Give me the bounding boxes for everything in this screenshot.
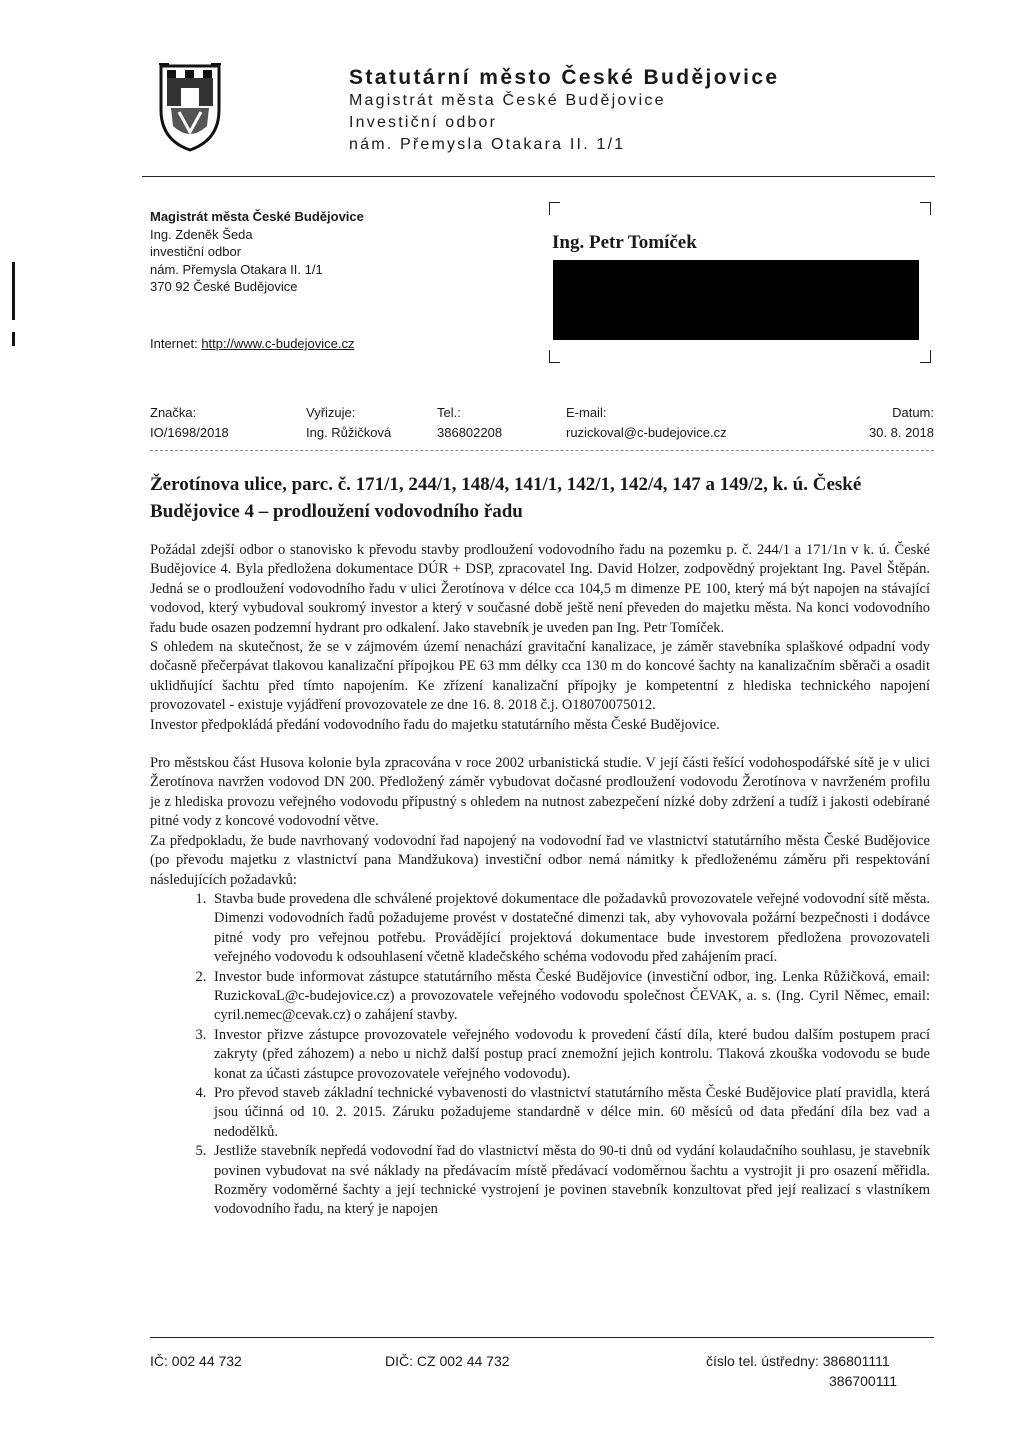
address-corner-bottom-left (549, 350, 560, 363)
ref-vyrizuje (306, 403, 391, 443)
ref-email-value: ruzickoval@c-budejovice.cz (566, 425, 727, 440)
address-corner-top-left (549, 202, 560, 215)
requirement-item: 3. Investor přizve zástupce provozovatele veřejného vodovodu k provedení částí díla, které budou dalším postupem prací zakryty (před záhozem) a nebo u nichž další postup prací znemožní jejich kontrolu. Tlaková zkouška vodovodu se bude konat za účasti zástupce provozovatele veřejného vodovodu). (210, 1026, 930, 1084)
internet-label: Internet: (150, 336, 198, 351)
internet-link[interactable]: http://www.c-budejovice.cz (201, 336, 355, 351)
addressee-name: Ing. Petr Tomíček (552, 232, 697, 253)
letter-subject: Žerotínova ulice, parc. č. 171/1, 244/1, 148/4, 141/1, 142/1, 142/4, 147 a 149/2, k. ú. České Budějovice 4 – prodloužení vodovodního řadu (150, 474, 862, 522)
requirement-item: 1. Stavba bude provedena dle schválené projektové dokumentace dle požadavků provozovatele veřejné vodovodní sítě města. Dimenzi vodovodních řadů požadujeme provést v dostatečné dimenzi tak, aby vyhovovala požární bezpečnosti i dodávce pitné vody pro veřejnou potřebu. Provádějící projektová dokumentace bude investorem předložena provozovateli veřejného vodovodu k odsouhlasení včetně kladečského schéma vodovodu před zahájením prací. (210, 890, 930, 968)
footer-phone-label: číslo tel. ústředny: (706, 1353, 819, 1369)
letterhead-divider (142, 176, 935, 177)
address-corner-bottom-right (920, 350, 931, 363)
letterhead-title: Statutární město České Budějovice (349, 66, 780, 89)
paragraph-gap (150, 735, 930, 754)
body-paragraph: Za předpokladu, že bude navrhovaný vodovodní řad napojený na vodovodní řad ve vlastnictví statutárního města České Budějovice (po převodu majetku z vlastnictví pana Mandžukova) investiční odbor nemá námitky k předloženému záměru při respektování následujících požadavků: (150, 832, 930, 888)
footer-dic: DIČ: CZ 002 44 732 (385, 1353, 510, 1369)
footer-phone-2: 386700111 (829, 1373, 897, 1389)
internet-line (150, 336, 355, 351)
ref-email-label: E-mail: (566, 405, 607, 420)
scan-mark (12, 332, 15, 346)
footer-phone (706, 1353, 890, 1369)
sender-dept: investiční odbor (150, 244, 242, 259)
ref-datum-label: Datum: (892, 405, 934, 420)
ref-znacka-value: IO/1698/2018 (150, 425, 229, 440)
letter-body (150, 541, 930, 1220)
requirement-item: 5. Jestliže stavebník nepředá vodovodní řad do vlastnictví města do 90-ti dnů od vydání kolaudačního souhlasu, je stavebník povinen vybudovat na své náklady na předávacím místě předávací vodoměrnou šachtu a vystrojit ji pro osazení měřidla. Rozměry vodoměrné šachty a její technické vystrojení je povinen stavebník konzultovat před její realizací s vlastníkem vodovodního řadu, na který je napojen (210, 1142, 930, 1220)
body-paragraph: Pro městskou část Husova kolonie byla zpracována v roce 2002 urbanistická studie. V její části řešící vodohospodářské sítě je v ulici Žerotínova navržen vodovod DN 200. Předložený záměr vybudovat dočasné prodloužení vodovodu Žerotínova v navrženém profilu je z hlediska provozu veřejného vodovodu přípustný s ohledem na nutnost zabezpečení nízké doby zdržení a tudíž i jakosti odebírané pitné vody z koncové vodovodní větve. (150, 755, 930, 830)
ref-email (566, 403, 727, 443)
address-corner-top-right (920, 202, 931, 215)
requirements-list (150, 890, 930, 1220)
letterhead-department: Investiční odbor (349, 114, 498, 131)
requirement-item: 2. Investor bude informovat zástupce statutárního města České Budějovice (investiční odbor, ing. Lenka Růžičková, email: RuzickovaL@c-budejovice.cz) a provozovatele veřejného vodovodu společnost ČEVAK, a. s. (Ing. Cyril Němec, email: cyril.nemec@cevak.cz) o zahájení stavby. (210, 968, 930, 1026)
city-crest-icon (157, 62, 223, 152)
redacted-address (553, 260, 919, 340)
footer-divider (150, 1337, 934, 1338)
footer-phone-1: 386801111 (822, 1353, 890, 1369)
ref-tel-label: Tel.: (437, 405, 461, 420)
ref-tel (437, 403, 502, 443)
letterhead-address: nám. Přemysla Otakara II. 1/1 (349, 136, 626, 153)
reference-divider (150, 450, 934, 451)
ref-vyrizuje-value: Ing. Růžičková (306, 425, 392, 440)
scan-mark (12, 262, 15, 320)
ref-znacka (150, 403, 229, 443)
ref-tel-value: 386802208 (437, 425, 503, 440)
ref-datum-value: 30. 8. 2018 (868, 425, 934, 440)
body-paragraph: S ohledem na skutečnost, že se v zájmovém území nenachází gravitační kanalizace, je záměr stavebníka splaškové odpadní vody dočasně přečerpávat tlakovou kanalizační přípojkou PE 63 mm délky cca 130 m do koncové šachty na kanalizačním sběrači a osadit uklidňující šachtu před tímto napojením. Ke zřízení kanalizační přípojky je kompetentní z hlediska technického napojení provozovatel - existuje vyjádření provozovatele ze dne 16. 8. 2018 č.j. O18070075012. (150, 639, 930, 714)
sender-city: 370 92 České Budějovice (150, 279, 298, 294)
ref-znacka-label: Značka: (150, 405, 197, 420)
body-paragraph: Investor předpokládá předání vodovodního řadu do majetku statutárního města České Budějovice. (150, 716, 720, 733)
sender-block (150, 208, 364, 296)
sender-street: nám. Přemysla Otakara II. 1/1 (150, 261, 323, 277)
sender-person: Ing. Zdeněk Šeda (150, 226, 253, 242)
sender-org: Magistrát města České Budějovice (150, 209, 364, 224)
ref-vyrizuje-label: Vyřizuje: (306, 405, 356, 420)
footer-ic: IČ: 002 44 732 (150, 1353, 242, 1369)
ref-datum (830, 403, 934, 443)
requirement-item: 4. Pro převod staveb základní technické vybavenosti do vlastnictví statutárního města České Budějovice platí pravidla, která jsou účinná od 10. 2. 2015. Záruku požadujeme standardně v délce min. 60 měsíců od data předání díla bez vad a nedodělků. (210, 1084, 930, 1142)
body-paragraph: Požádal zdejší odbor o stanovisko k převodu stavby prodloužení vodovodního řadu na pozemku p. č. 244/1 a 171/1n v k. ú. České Budějovice 4. Byla předložena dokumentace DÚR + DSP, zpracovatel Ing. David Holzer, zodpovědný projektant Ing. Pavel Štěpán. Jedná se o prodloužení vodovodního řadu v ulici Žerotínova v délce cca 104,5 m dimenze PE 100, který má být napojen na stávající vodovod, který vybudoval soukromý investor a který v současné době ještě není převeden do majetku města. Na konci vodovodního řadu bude osazen podzemní hydrant pro odkalení. Jako stavebník je uveden pan Ing. Petr Tomíček. (150, 542, 930, 636)
letterhead-office: Magistrát města České Budějovice (349, 92, 666, 109)
